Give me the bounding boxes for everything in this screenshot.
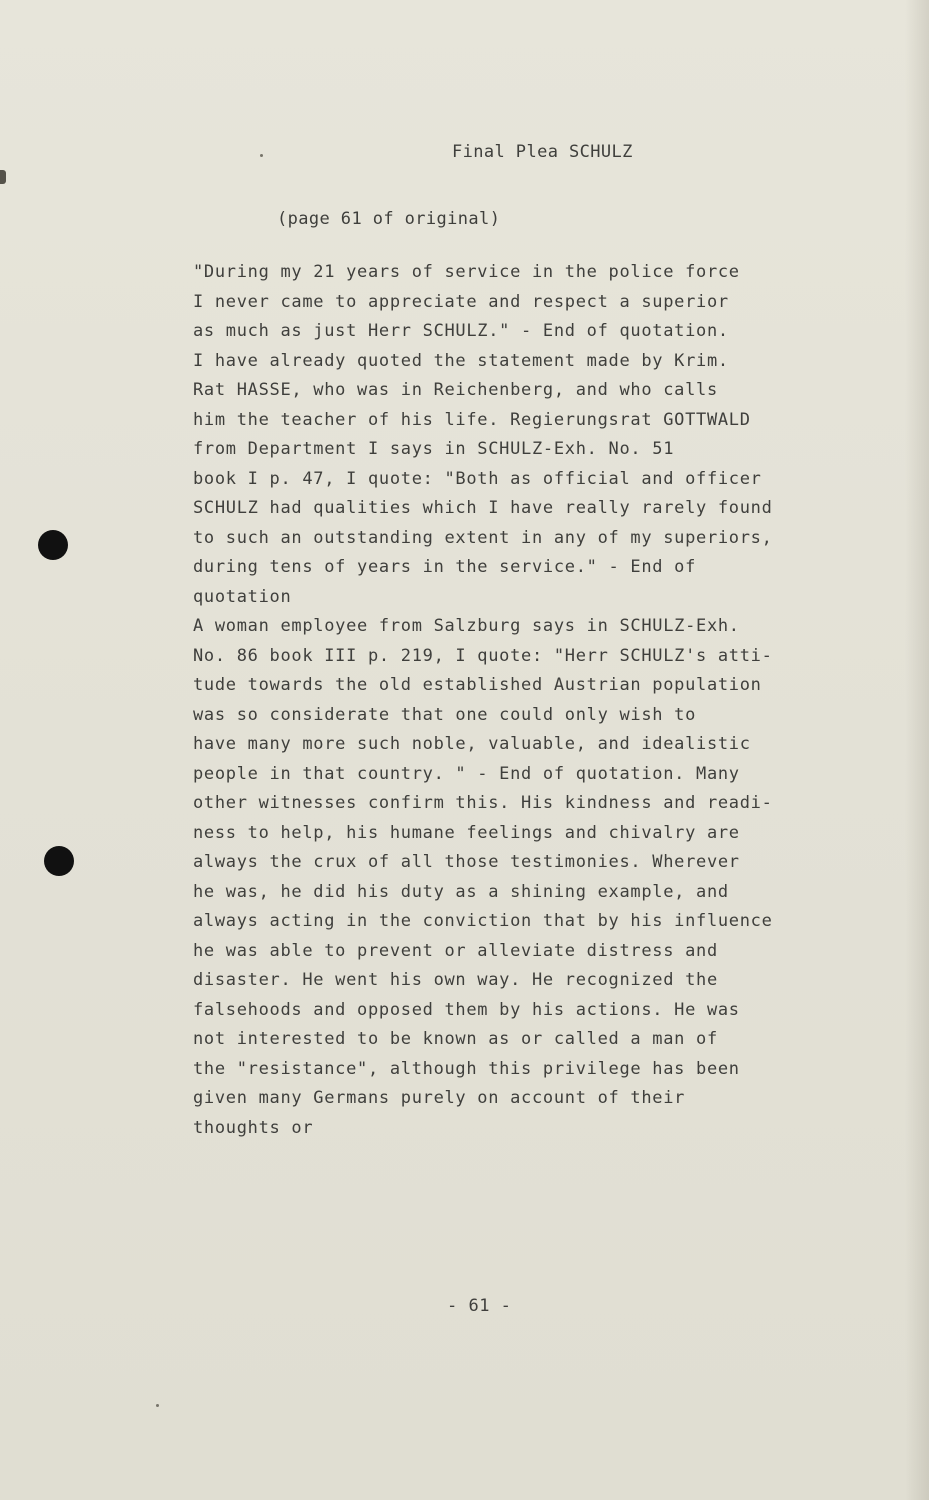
text-line: ness to help, his humane feelings and chivalry are xyxy=(193,822,740,843)
text-line: other witnesses confirm this. His kindness and readi- xyxy=(193,793,773,813)
text-line: I never came to appreciate and respect a superior xyxy=(193,291,729,312)
text-line: he was, he did his duty as a shining example, and xyxy=(193,881,729,902)
text-line: always the crux of all those testimonies. Wherever xyxy=(193,852,740,872)
punch-hole-lower xyxy=(44,846,74,876)
page-number: - 61 - xyxy=(447,1296,512,1316)
text-line: given many Germans purely on account of their xyxy=(193,1088,686,1108)
text-line: from Department I says in SCHULZ-Exh. No. 51 xyxy=(193,439,675,459)
text-line: quotation xyxy=(193,586,292,607)
page-edge-shadow xyxy=(905,0,929,1500)
text-line: tude towards the old established Austrian population xyxy=(193,675,762,695)
body-text xyxy=(193,258,833,1143)
text-line: as much as just Herr SCHULZ." - End of quotation. xyxy=(193,321,729,341)
text-line: No. 86 book III p. 219, I quote: "Herr SCHULZ's atti- xyxy=(193,645,773,666)
text-line: book I p. 47, I quote: "Both as official and officer xyxy=(193,468,762,489)
document-title: Final Plea SCHULZ xyxy=(452,142,633,162)
text-line: A woman employee from Salzburg says in SCHULZ-Exh. xyxy=(193,616,740,636)
staple-mark xyxy=(0,170,6,184)
paper-speck xyxy=(156,1404,159,1407)
text-line: he was able to prevent or alleviate distress and xyxy=(193,940,718,961)
punch-hole-upper xyxy=(38,530,68,560)
text-line: not interested to be known as or called a man of xyxy=(193,1029,718,1049)
text-line: people in that country. " - End of quotation. Many xyxy=(193,763,740,784)
text-line: was so considerate that one could only wish to xyxy=(193,704,697,725)
text-line: during tens of years in the service." - End of xyxy=(193,557,697,577)
text-line: have many more such noble, valuable, and idealistic xyxy=(193,734,751,754)
text-line: him the teacher of his life. Regierungsrat GOTTWALD xyxy=(193,409,751,430)
text-line: the "resistance", although this privilege has been xyxy=(193,1058,740,1079)
text-line: to such an outstanding extent in any of my superiors, xyxy=(193,527,773,548)
text-line: "During my 21 years of service in the police force xyxy=(193,262,740,282)
text-line: Rat HASSE, who was in Reichenberg, and who calls xyxy=(193,380,718,400)
page-reference: (page 61 of original) xyxy=(277,209,501,229)
text-line: thoughts or xyxy=(193,1117,314,1138)
text-line: SCHULZ had qualities which I have really rarely found xyxy=(193,498,773,518)
paper-speck xyxy=(260,154,263,157)
text-line: falsehoods and opposed them by his actions. He was xyxy=(193,999,740,1020)
text-line: I have already quoted the statement made by Krim. xyxy=(193,350,729,371)
text-line: always acting in the conviction that by his influence xyxy=(193,911,773,931)
text-line: disaster. He went his own way. He recognized the xyxy=(193,970,718,990)
